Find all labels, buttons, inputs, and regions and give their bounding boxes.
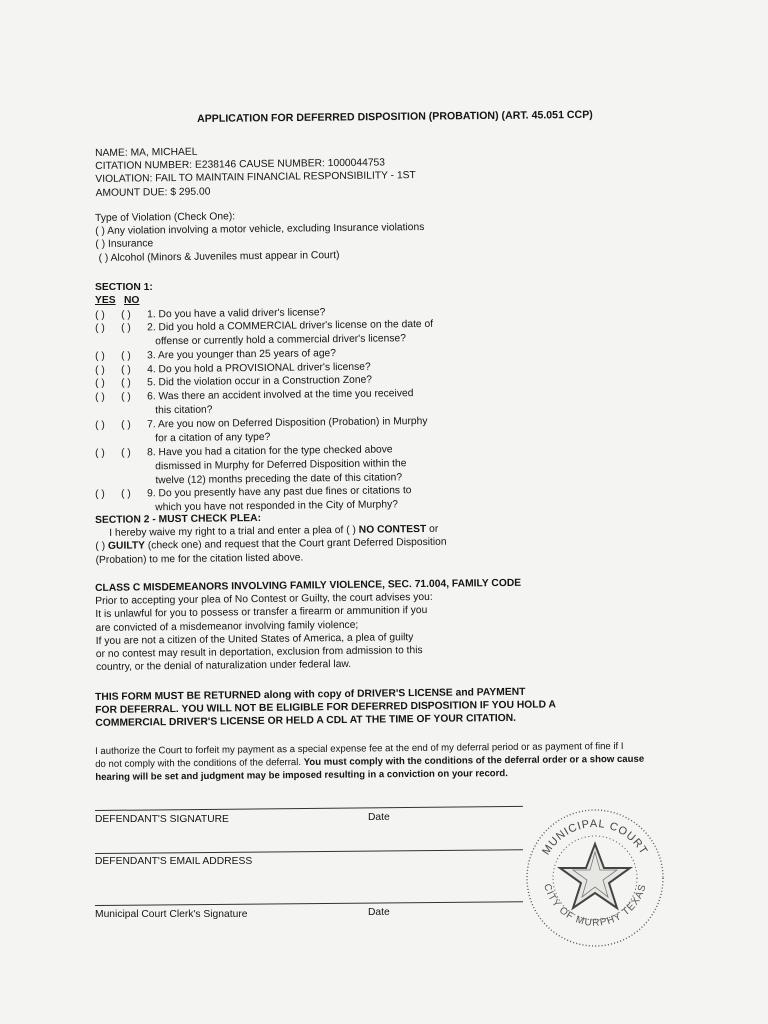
no-checkbox[interactable]: ( ) <box>121 391 131 403</box>
class-c-line: Prior to accepting your plea of No Contest or Guilty, the court advises you: <box>95 592 433 608</box>
yes-checkbox[interactable]: ( ) <box>95 322 105 334</box>
return-notice-line: FOR DEFERRAL. YOU WILL NOT BE ELIGIBLE FOR DEFERRED DISPOSITION IF YOU HOLD A <box>95 699 556 717</box>
page-title: APPLICATION FOR DEFERRED DISPOSITION (PROBATION) (ART. 45.051 CCP) <box>197 108 593 125</box>
violation-option-insurance[interactable]: ( ) Insurance <box>95 238 154 251</box>
no-checkbox[interactable]: ( ) <box>121 350 131 362</box>
name-line: NAME: MA, MICHAEL <box>95 146 198 159</box>
seal-top-text: MUNICIPAL COURT <box>540 817 650 858</box>
plea-line-1: I hereby waive my right to a trial and enter a plea of ( ) NO CONTEST or <box>109 524 439 540</box>
no-checkbox[interactable]: ( ) <box>121 419 131 431</box>
question-text: 4. Do you hold a PROVISIONAL driver's license? <box>147 361 371 376</box>
plea-guilty-option[interactable]: GUILTY <box>107 540 146 553</box>
signature-line <box>95 806 523 811</box>
clerk-signature-line <box>95 901 523 906</box>
email-line <box>95 849 523 854</box>
return-notice-line: COMMERCIAL DRIVER'S LICENSE OR HELD A CDL AT THE TIME OF YOUR CITATION. <box>95 713 517 730</box>
question-text: 1. Do you have a valid driver's license? <box>147 307 326 321</box>
authorization-line: I authorize the Court to forfeit my payment as a special expense fee at the end of my deferral period or as payment of fine if I <box>95 740 624 757</box>
question-text-continued: which you have not responded in the City of Murphy? <box>155 499 398 514</box>
yes-checkbox[interactable]: ( ) <box>95 391 105 403</box>
question-text-continued: this citation? <box>155 404 213 417</box>
seal-bottom-text: CITY OF MURPHY TEXAS <box>541 882 649 929</box>
question-text-continued: for a citation of any type? <box>155 431 271 445</box>
no-checkbox[interactable]: ( ) <box>121 377 131 389</box>
violation-option-alcohol[interactable]: ( ) Alcohol (Minors & Juveniles must appear in Court) <box>98 249 340 264</box>
yes-checkbox[interactable]: ( ) <box>95 350 105 362</box>
question-text: 2. Did you hold a COMMERCIAL driver's license on the date of <box>147 318 434 334</box>
section2 <box>95 510 447 567</box>
date-label: Date <box>368 907 390 918</box>
no-checkbox[interactable]: ( ) <box>121 309 131 321</box>
violation-line: VIOLATION: FAIL TO MAINTAIN FINANCIAL RESPONSIBILITY - 1ST <box>95 170 416 186</box>
question-text-continued: offense or currently hold a commercial driver's license? <box>155 332 407 348</box>
question-text: 5. Did the violation occur in a Construction Zone? <box>147 374 373 389</box>
plea-no-contest-option[interactable]: NO CONTEST <box>358 524 427 536</box>
defendant-signature-label: DEFENDANT'S SIGNATURE <box>95 814 229 825</box>
plea-line-3: (Probation) to me for the citation listed above. <box>95 552 304 566</box>
question-text: 3. Are you younger than 25 years of age? <box>147 348 337 362</box>
question-text: 7. Are you now on Deferred Disposition (Probation) in Murphy <box>147 415 428 431</box>
no-checkbox[interactable]: ( ) <box>121 488 131 500</box>
yes-column-header: YES <box>95 295 116 306</box>
class-c-section <box>95 577 522 675</box>
clerk-signature-label: Municipal Court Clerk's Signature <box>95 909 248 920</box>
authorization-line: hearing will be set and judgment may be imposed resulting in a conviction on your record. <box>95 768 508 784</box>
section2-heading: SECTION 2 - MUST CHECK PLEA: <box>95 512 262 526</box>
no-checkbox[interactable]: ( ) <box>121 364 131 376</box>
yes-checkbox[interactable]: ( ) <box>95 364 105 376</box>
question-text: 8. Have you had a citation for the type checked above <box>147 444 393 459</box>
citation-line: CITATION NUMBER: E238146 CAUSE NUMBER: 1000044753 <box>95 157 386 173</box>
plea-line-2: ( ) GUILTY (check one) and request that the Court grant Deferred Disposition <box>95 537 447 553</box>
return-notice-line: THIS FORM MUST BE RETURNED along with copy of DRIVER'S LICENSE and PAYMENT <box>95 686 526 703</box>
class-c-line: It is unlawful for you to possess or transfer a firearm or ammunition if you <box>95 605 428 621</box>
yes-checkbox[interactable]: ( ) <box>95 488 105 500</box>
question-text: 9. Do you presently have any past due fines or citations to <box>147 485 412 500</box>
class-c-line: are convicted of a misdemeanor involving family violence; <box>95 619 359 634</box>
authorization-line: do not comply with the conditions of the deferral. You must comply with the conditions of the deferral order or a show cause <box>95 753 645 771</box>
date-label: Date <box>368 812 390 823</box>
class-c-line: country, or the denial of naturalization under federal law. <box>95 659 352 674</box>
no-column-header: NO <box>124 295 140 306</box>
question-text-continued: dismissed in Murphy for Deferred Disposition within the <box>155 457 407 473</box>
violation-option-motor-vehicle[interactable]: ( ) Any violation involving a motor vehicle, excluding Insurance violations <box>95 222 425 238</box>
authorization <box>95 740 644 785</box>
violation-type-heading: Type of Violation (Check One): <box>95 211 236 224</box>
class-c-heading: CLASS C MISDEMEANORS INVOLVING FAMILY VIOLENCE, SEC. 71.004, FAMILY CODE <box>95 577 522 594</box>
question-text: 6. Was there an accident involved at the time you received <box>147 388 414 403</box>
star-seal-icon <box>520 800 670 950</box>
yes-checkbox[interactable]: ( ) <box>95 419 105 431</box>
yes-checkbox[interactable]: ( ) <box>95 447 105 459</box>
yes-checkbox[interactable]: ( ) <box>95 377 105 389</box>
no-checkbox[interactable]: ( ) <box>121 447 131 459</box>
section1-heading: SECTION 1: <box>95 282 153 293</box>
class-c-line: or no contest may result in deportation, exclusion from admission to this <box>95 645 423 661</box>
return-notice <box>95 685 556 730</box>
case-header <box>95 143 416 200</box>
no-checkbox[interactable]: ( ) <box>121 322 131 334</box>
question-text-continued: twelve (12) months preceding the date of this citation? <box>155 471 403 486</box>
defendant-email-label: DEFENDANT'S EMAIL ADDRESS <box>95 856 253 867</box>
violation-type-section <box>95 208 425 265</box>
class-c-line: If you are not a citizen of the United States of America, a plea of guilty <box>95 631 414 647</box>
yes-checkbox[interactable]: ( ) <box>95 309 105 321</box>
amount-due-line: AMOUNT DUE: $ 295.00 <box>95 186 211 199</box>
